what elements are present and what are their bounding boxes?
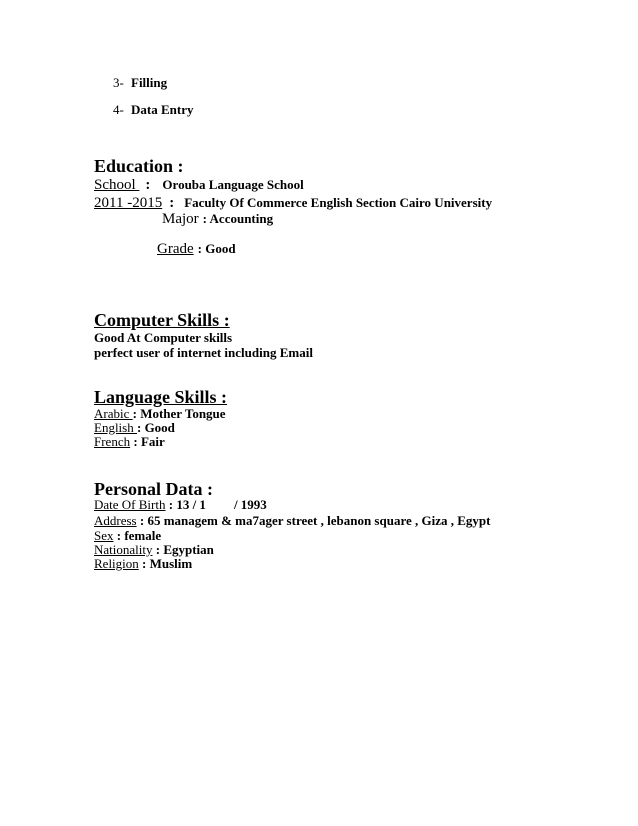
- education-heading: Education :: [94, 156, 184, 176]
- personal-data-heading: Personal Data :: [94, 479, 213, 499]
- major-row: [162, 210, 273, 228]
- computer-skills-heading: Computer Skills :: [94, 310, 230, 330]
- years-separator: :: [169, 195, 175, 211]
- list-item-data-entry: [113, 102, 193, 118]
- list-text: Data Entry: [131, 102, 194, 117]
- dob-label: Date Of Birth: [94, 497, 166, 512]
- school-label: School: [94, 177, 140, 193]
- language-label: Arabic: [94, 406, 133, 421]
- dob-value-day-month: : 13 / 1: [165, 497, 206, 512]
- personal-value: : 65 managem & ma7ager street , lebanon square , Giza , Egypt: [136, 513, 491, 528]
- personal-value: : female: [113, 528, 162, 543]
- years-value: Faculty Of Commerce English Section Cairo University: [184, 195, 493, 210]
- personal-label: Religion: [94, 556, 139, 571]
- list-number: 4-: [113, 102, 124, 117]
- personal-value: : Muslim: [138, 556, 193, 571]
- grade-row: [157, 240, 236, 258]
- language-value: : Good: [136, 420, 175, 435]
- school-value: Orouba Language School: [162, 177, 304, 192]
- list-number: 3-: [113, 75, 124, 90]
- personal-label: Sex: [94, 528, 114, 543]
- computer-skill-line: Good At Computer skills: [94, 330, 233, 345]
- personal-label: Address: [94, 513, 137, 528]
- language-skills-heading: Language Skills :: [94, 387, 228, 407]
- years-label: 2011 -2015: [94, 195, 163, 211]
- language-value: : Mother Tongue: [132, 406, 226, 421]
- major-label: Major: [162, 211, 199, 227]
- grade-label: Grade: [157, 241, 194, 257]
- list-text: Filling: [131, 75, 168, 90]
- language-row-french: [94, 434, 165, 450]
- list-item-filling: [113, 75, 167, 91]
- language-label: French: [94, 434, 131, 449]
- personal-label: Nationality: [94, 542, 153, 557]
- language-value: : Fair: [130, 434, 165, 449]
- school-separator: :: [145, 177, 151, 193]
- address-row: [94, 513, 490, 529]
- major-value: : Accounting: [202, 211, 274, 226]
- dob-row: [94, 497, 267, 513]
- dob-value-year: / 1993: [233, 497, 267, 512]
- school-row: [94, 176, 304, 194]
- grade-value: : Good: [197, 241, 236, 256]
- religion-row: [94, 556, 192, 572]
- language-label: English: [94, 420, 137, 435]
- personal-value: : Egyptian: [152, 542, 214, 557]
- computer-skill-line: perfect user of internet including Email: [94, 345, 313, 360]
- years-row: [94, 194, 492, 212]
